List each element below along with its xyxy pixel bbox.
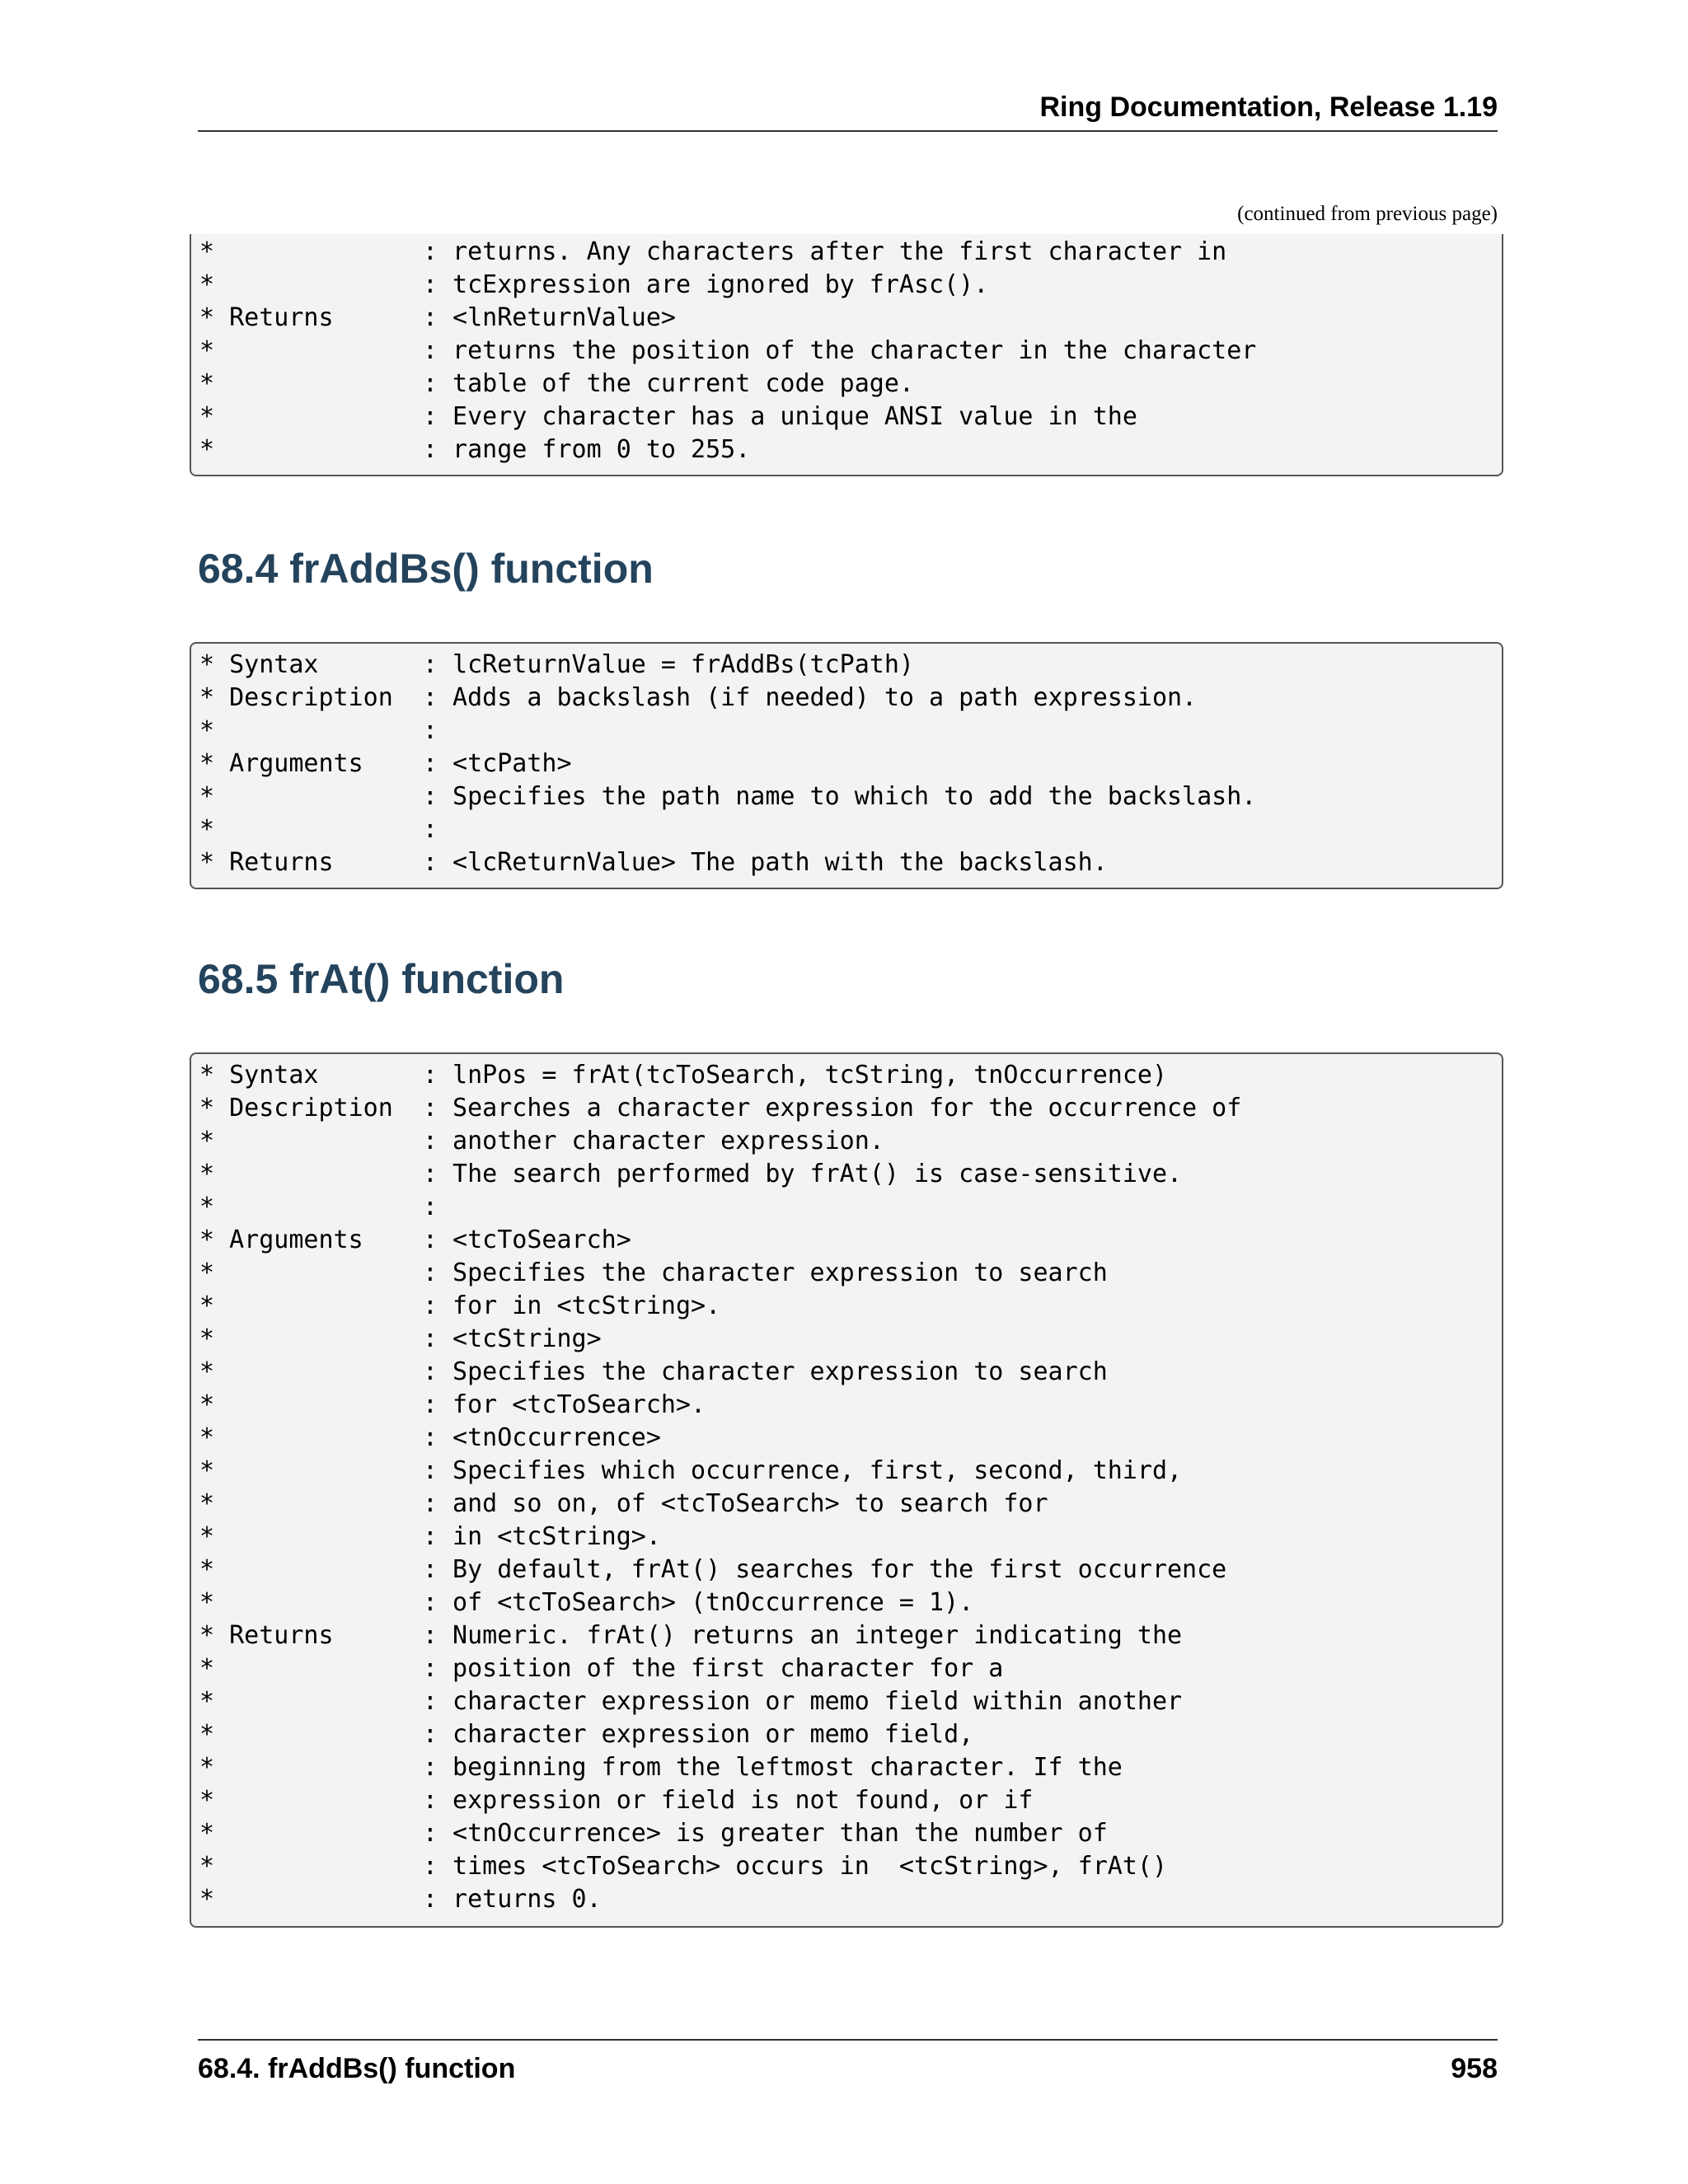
code-line: * Description : Searches a character expression for the occurrence of [199,1094,1242,1122]
code-line: * : returns the position of the character in the character [199,336,1257,365]
code-line: * Syntax : lcReturnValue = frAddBs(tcPath) [199,650,914,679]
code-line: * : By default, frAt() searches for the first occurrence [199,1555,1227,1584]
code-line: * : range from 0 to 255. [199,435,751,464]
code-line: * Returns : <lcReturnValue> The path with the backslash. [199,848,1108,877]
code-line: * : expression or field is not found, or if [199,1786,1034,1815]
code-line: * : [199,1193,438,1221]
code-line: * : another character expression. [199,1127,884,1155]
code-line: * : Specifies the character expression to search [199,1258,1108,1287]
code-line: * Description : Adds a backslash (if needed) to a path expression. [199,683,1198,712]
code-line: * : table of the current code page. [199,369,914,398]
code-block-fraddbs [190,642,1503,889]
code-line: * : returns 0. [199,1885,602,1914]
code-line: * : [199,716,438,745]
code-block-frat [190,1052,1503,1928]
code-line: * : and so on, of <tcToSearch> to search for [199,1489,1048,1518]
code-line: * Syntax : lnPos = frAt(tcToSearch, tcString, tnOccurrence) [199,1061,1167,1090]
code-line: * : <tnOccurrence> is greater than the number of [199,1819,1108,1848]
code-line: * : Every character has a unique ANSI value in the [199,402,1137,431]
running-header-title: Ring Documentation, Release 1.19 [1039,91,1498,123]
footer-section-title: 68.4. frAddBs() function [198,2053,516,2084]
code-line: * : times <tcToSearch> occurs in <tcString>, frAt() [199,1852,1167,1881]
section-heading-frat: 68.5 frAt() function [198,956,565,1002]
code-line: * : Specifies the character expression to search [199,1357,1108,1386]
code-line: * Arguments : <tcPath> [199,749,572,778]
code-line: * : returns. Any characters after the first character in [199,237,1227,266]
code-line: * : of <tcToSearch> (tnOccurrence = 1). [199,1588,974,1617]
code-block-continued [190,234,1503,476]
code-line: * : beginning from the leftmost character. If the [199,1753,1123,1782]
code-line: * : in <tcString>. [199,1522,661,1551]
page-header [198,91,1498,132]
code-line: * : The search performed by frAt() is case-sensitive. [199,1160,1183,1188]
page-footer [198,2039,1498,2090]
code-line: * : character expression or memo field, [199,1720,974,1749]
code-line: * : for <tcToSearch>. [199,1390,706,1419]
page-number: 958 [1451,2053,1498,2084]
code-line: * : Specifies the path name to which to add the backslash. [199,782,1257,811]
code-line: * : <tnOccurrence> [199,1423,661,1452]
code-line: * : Specifies which occurrence, first, second, third, [199,1456,1183,1485]
code-line: * : character expression or memo field within another [199,1687,1183,1716]
code-line: * Arguments : <tcToSearch> [199,1226,631,1254]
code-line: * : tcExpression are ignored by frAsc(). [199,270,989,299]
code-line: * : position of the first character for a [199,1654,1004,1683]
code-line: * Returns : Numeric. frAt() returns an integer indicating the [199,1621,1183,1650]
code-line: * : <tcString> [199,1324,602,1353]
continued-note: (continued from previous page) [1237,203,1498,225]
code-line: * Returns : <lnReturnValue> [199,303,676,332]
section-heading-fraddbs: 68.4 frAddBs() function [198,546,654,592]
code-line: * : [199,815,438,844]
code-line: * : for in <tcString>. [199,1291,721,1320]
